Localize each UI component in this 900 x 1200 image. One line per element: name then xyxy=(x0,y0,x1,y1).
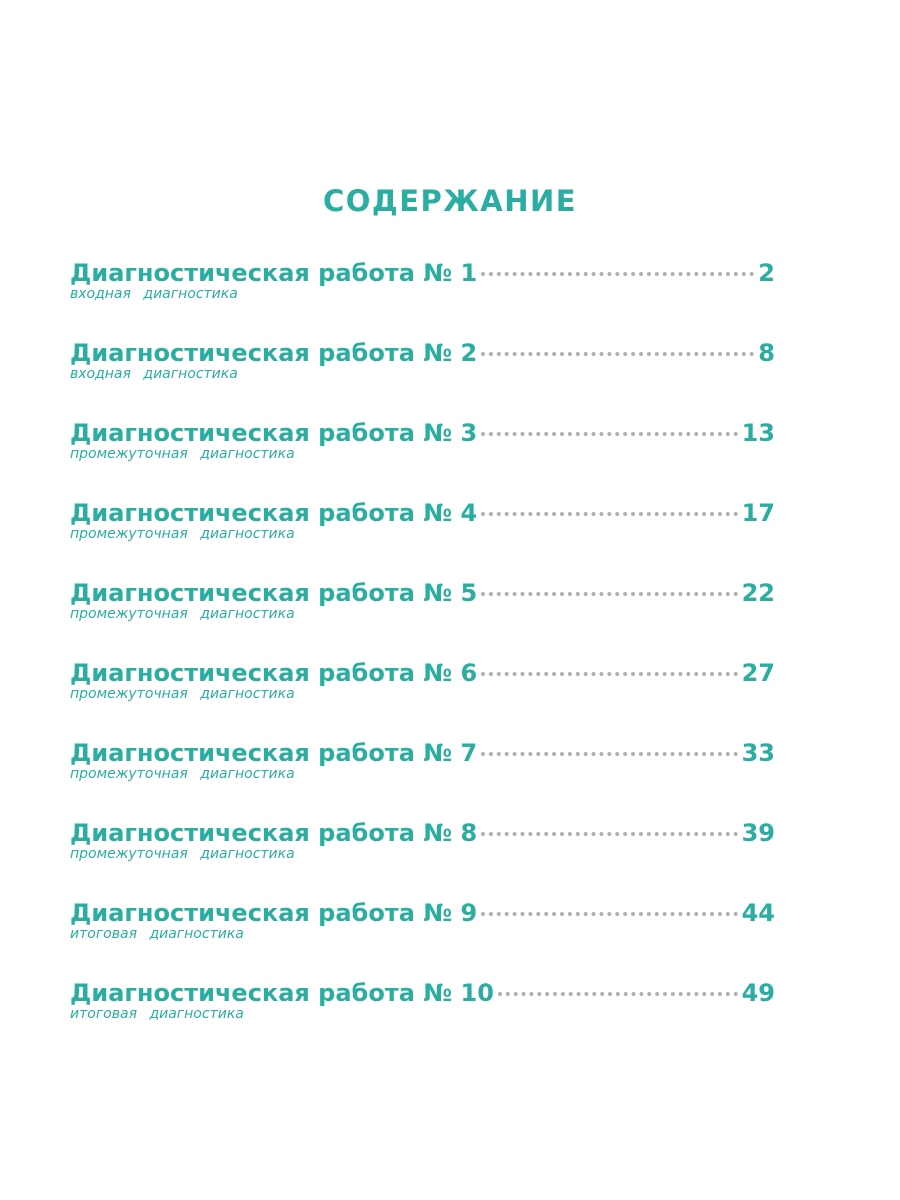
toc-entry-9[interactable] xyxy=(70,896,775,976)
toc-entry-row xyxy=(70,336,775,370)
toc-entry-6[interactable] xyxy=(70,656,775,736)
dot-leader xyxy=(481,832,737,836)
toc-entry-title: Диагностическая работа № 5 xyxy=(70,579,478,607)
toc-entry-1[interactable] xyxy=(70,256,775,336)
toc-entry-page: 33 xyxy=(741,739,775,767)
toc-entry-subtitle: промежуточная диагностика xyxy=(70,766,295,782)
toc-entry-3[interactable] xyxy=(70,416,775,496)
toc-entry-page: 44 xyxy=(741,899,775,927)
toc-entry-10[interactable] xyxy=(70,976,775,1056)
table-of-contents xyxy=(70,256,775,1056)
toc-entry-subtitle: промежуточная диагностика xyxy=(70,446,295,462)
toc-entry-page: 39 xyxy=(741,819,775,847)
toc-entry-4[interactable] xyxy=(70,496,775,576)
toc-entry-row xyxy=(70,656,775,690)
toc-entry-8[interactable] xyxy=(70,816,775,896)
toc-entry-page: 2 xyxy=(758,259,775,287)
dot-leader xyxy=(481,672,737,676)
toc-entry-title: Диагностическая работа № 4 xyxy=(70,499,478,527)
toc-entry-subtitle: входная диагностика xyxy=(70,366,238,382)
toc-entry-row xyxy=(70,976,775,1010)
toc-entry-subtitle: итоговая диагностика xyxy=(70,1006,244,1022)
toc-entry-subtitle: входная диагностика xyxy=(70,286,238,302)
toc-entry-title: Диагностическая работа № 1 xyxy=(70,259,478,287)
toc-entry-subtitle: промежуточная диагностика xyxy=(70,846,295,862)
toc-entry-5[interactable] xyxy=(70,576,775,656)
dot-leader xyxy=(481,352,754,356)
toc-entry-row xyxy=(70,896,775,930)
toc-entry-row xyxy=(70,496,775,530)
toc-entry-row xyxy=(70,256,775,290)
toc-entry-page: 8 xyxy=(758,339,775,367)
toc-entry-page: 49 xyxy=(741,979,775,1007)
toc-entry-title: Диагностическая работа № 10 xyxy=(70,979,494,1007)
page-title: СОДЕРЖАНИЕ xyxy=(322,184,578,218)
dot-leader xyxy=(481,912,737,916)
toc-entry-page: 13 xyxy=(741,419,775,447)
toc-entry-row xyxy=(70,736,775,770)
toc-entry-row xyxy=(70,576,775,610)
dot-leader xyxy=(481,512,737,516)
dot-leader xyxy=(498,992,738,996)
toc-entry-page: 22 xyxy=(741,579,775,607)
toc-entry-title: Диагностическая работа № 7 xyxy=(70,739,478,767)
toc-entry-row xyxy=(70,816,775,850)
toc-entry-subtitle: промежуточная диагностика xyxy=(70,686,295,702)
toc-entry-subtitle: итоговая диагностика xyxy=(70,926,244,942)
dot-leader xyxy=(481,272,754,276)
toc-entry-subtitle: промежуточная диагностика xyxy=(70,606,295,622)
toc-entry-title: Диагностическая работа № 9 xyxy=(70,899,478,927)
dot-leader xyxy=(481,432,737,436)
dot-leader xyxy=(481,752,737,756)
toc-entry-page: 17 xyxy=(741,499,775,527)
toc-entry-title: Диагностическая работа № 6 xyxy=(70,659,478,687)
toc-entry-title: Диагностическая работа № 2 xyxy=(70,339,478,367)
toc-entry-title: Диагностическая работа № 3 xyxy=(70,419,478,447)
toc-entry-2[interactable] xyxy=(70,336,775,416)
dot-leader xyxy=(481,592,737,596)
toc-entry-page: 27 xyxy=(741,659,775,687)
toc-entry-title: Диагностическая работа № 8 xyxy=(70,819,478,847)
toc-entry-subtitle: промежуточная диагностика xyxy=(70,526,295,542)
toc-entry-7[interactable] xyxy=(70,736,775,816)
toc-entry-row xyxy=(70,416,775,450)
